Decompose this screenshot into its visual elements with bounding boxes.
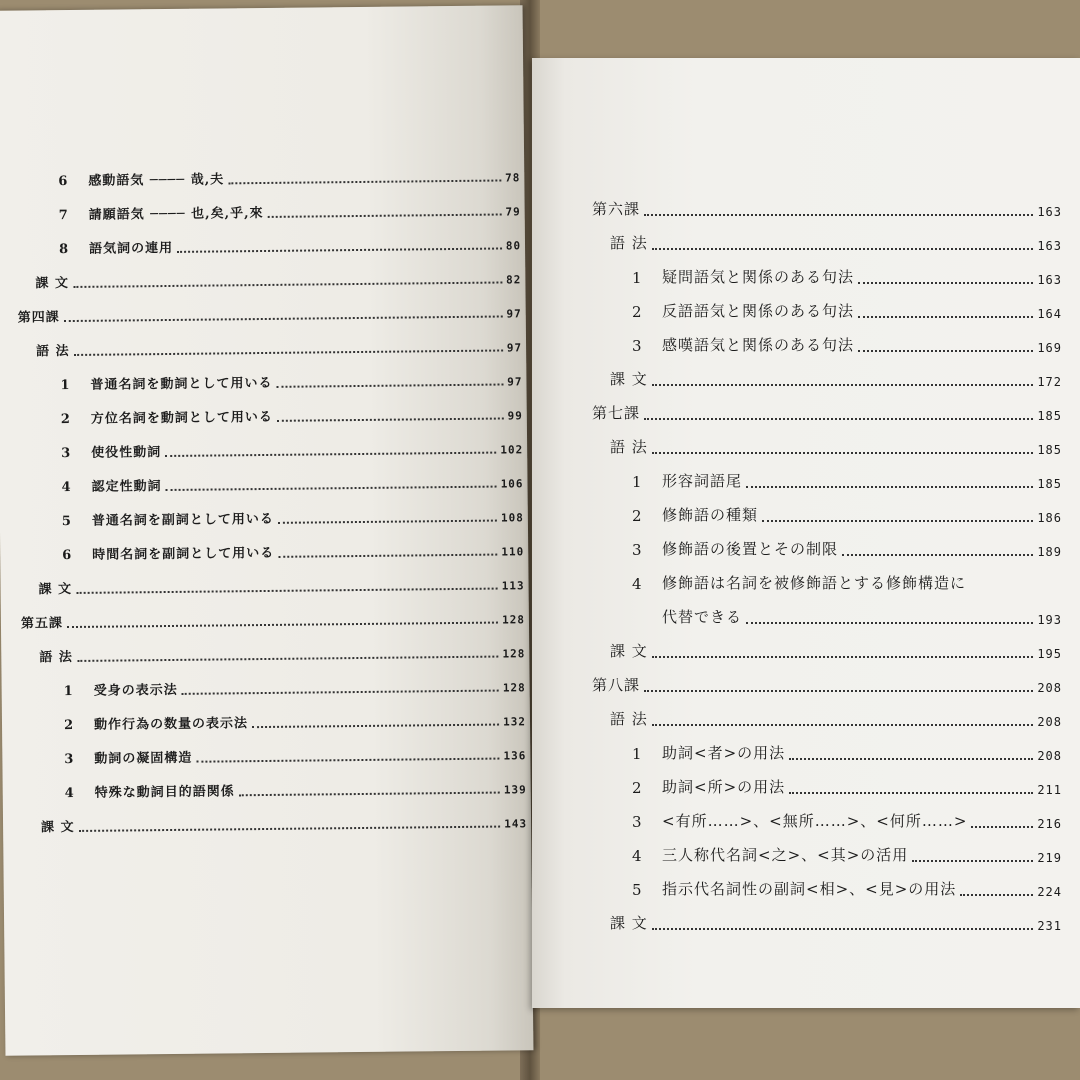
toc-label: 第六課	[592, 200, 641, 218]
toc-label: 普通名詞を副詞として用いる	[91, 511, 274, 529]
toc-page-number: 189	[1037, 545, 1062, 559]
toc-row	[62, 505, 524, 529]
toc-page-number: 106	[500, 477, 524, 491]
toc-row	[64, 709, 526, 733]
leader-dots	[842, 554, 1033, 556]
toc-label: 語 法	[36, 344, 70, 360]
toc-label: 代替できる	[662, 608, 743, 626]
leader-dots	[166, 486, 497, 491]
toc-label: 語 法	[610, 438, 648, 456]
toc-page-number: 128	[502, 681, 526, 695]
toc-label: 課 文	[610, 642, 648, 660]
toc-label: 方位名詞を動詞として用いる	[90, 409, 273, 427]
toc-number: 5	[632, 881, 642, 899]
toc-label: 請願語気 ──── 也,矣,乎,來	[88, 205, 264, 223]
toc-page-number: 208	[1037, 749, 1062, 763]
toc-page-number: 219	[1037, 851, 1062, 865]
leader-dots	[278, 520, 497, 524]
toc-row	[35, 267, 521, 291]
toc-label: 第八課	[592, 676, 641, 694]
toc-row	[632, 844, 1062, 865]
toc-label: 反語語気と関係のある句法	[662, 302, 855, 320]
toc-page-number: 82	[506, 273, 522, 287]
toc-label: 第四課	[17, 310, 60, 326]
toc-row	[61, 471, 523, 495]
toc-page-number: 97	[507, 375, 523, 389]
toc-page-number: 231	[1037, 919, 1062, 933]
toc-page-number: 172	[1037, 375, 1062, 389]
toc-number: 2	[632, 303, 642, 321]
toc-row	[632, 776, 1062, 797]
toc-number: 8	[58, 242, 69, 258]
toc-number: 6	[62, 548, 72, 564]
leader-dots	[239, 792, 500, 797]
toc-label: 普通名詞を動詞として用いる	[90, 375, 273, 393]
toc-label: 時間名詞を副詞として用いる	[92, 545, 275, 563]
toc-number: 1	[63, 684, 73, 700]
leader-dots	[165, 452, 496, 457]
leader-dots	[277, 383, 504, 387]
leader-dots	[858, 350, 1033, 352]
toc-label: 特殊な動詞目的語関係	[94, 784, 235, 801]
toc-label: 認定性動詞	[91, 479, 162, 495]
toc-label: 助詞<所>の用法	[662, 778, 786, 796]
leader-dots	[652, 248, 1034, 250]
leader-dots	[268, 213, 502, 217]
toc-page-number: 143	[504, 817, 528, 831]
leader-dots	[644, 690, 1033, 692]
toc-page-number: 169	[1037, 341, 1062, 355]
toc-number: 4	[61, 480, 71, 496]
leader-dots	[652, 384, 1034, 386]
toc-row	[58, 165, 520, 189]
toc-number: 4	[632, 847, 642, 865]
toc-number: 7	[58, 208, 68, 224]
toc-number: 4	[64, 786, 74, 802]
leader-dots	[177, 247, 502, 252]
toc-number: 2	[63, 718, 74, 734]
toc-page-number: 164	[1037, 307, 1062, 321]
toc-page-number: 78	[505, 171, 521, 185]
toc-page-number: 97	[506, 341, 523, 355]
toc-row	[610, 436, 1062, 457]
toc-page-number: 139	[503, 783, 527, 797]
toc-label: 第五課	[20, 616, 64, 632]
toc-row	[62, 539, 524, 563]
toc-row	[59, 233, 521, 257]
toc-page-number: 208	[1037, 681, 1062, 695]
toc-page-number: 102	[500, 443, 524, 457]
toc-row	[610, 232, 1062, 253]
toc-number: 4	[632, 575, 642, 593]
toc-label: 形容詞語尾	[662, 472, 743, 490]
leader-dots	[858, 282, 1033, 284]
leader-dots	[182, 690, 499, 695]
toc-row	[610, 708, 1062, 729]
toc-label: 語 法	[39, 650, 73, 666]
toc-page-number: 193	[1037, 613, 1062, 627]
toc-label: 感動語気 ──── 哉,夫	[88, 172, 225, 189]
toc-row	[592, 674, 1062, 695]
leader-dots	[76, 588, 498, 594]
toc-row	[632, 742, 1062, 763]
toc-label: 課 文	[41, 819, 75, 836]
toc-row	[632, 266, 1062, 287]
toc-label: 修飾語の後置とその制限	[662, 540, 839, 558]
leader-dots	[64, 315, 503, 322]
toc-label: 課 文	[610, 914, 648, 932]
leader-dots	[79, 826, 501, 832]
toc-page-number: 208	[1037, 715, 1062, 729]
toc-page-number: 128	[502, 613, 526, 627]
toc-row	[38, 573, 524, 597]
toc-row	[610, 912, 1062, 933]
toc-label: 感嘆語気と関係のある句法	[662, 336, 855, 354]
toc-row	[59, 199, 521, 223]
toc-number: 1	[632, 269, 642, 287]
toc-page-number: 128	[502, 647, 526, 661]
toc-row	[61, 437, 523, 461]
toc-row	[41, 811, 527, 835]
leader-dots	[644, 418, 1033, 420]
toc-label: 語 法	[610, 710, 648, 728]
toc-label: 修飾語の種類	[662, 506, 759, 524]
toc-number: 1	[632, 473, 642, 491]
toc-page-number: 108	[500, 511, 524, 525]
toc-label: 語気詞の連用	[88, 240, 174, 257]
leader-dots	[746, 486, 1033, 488]
toc-label: 三人称代名詞<之>、<其>の活用	[662, 846, 909, 864]
toc-number: 2	[632, 507, 642, 525]
leader-dots	[77, 656, 499, 662]
toc-row	[18, 301, 522, 325]
leader-dots	[858, 316, 1033, 318]
toc-page-number: 216	[1037, 817, 1062, 831]
toc-page-number: 136	[503, 749, 527, 763]
leader-dots	[789, 792, 1033, 794]
leader-dots	[74, 349, 503, 355]
toc-row	[632, 300, 1062, 321]
toc-row	[21, 607, 525, 631]
toc-row	[39, 641, 525, 665]
toc-row	[592, 402, 1062, 423]
leader-dots	[912, 860, 1033, 862]
left-toc-list	[0, 5, 528, 836]
toc-label: 指示代名詞性の副詞<相>、<見>の用法	[662, 880, 957, 898]
toc-page-number: 186	[1037, 511, 1062, 525]
toc-page-number: 97	[506, 307, 522, 321]
toc-label: 動詞の凝固構造	[94, 750, 193, 767]
toc-number: 1	[632, 745, 642, 763]
toc-page-number: 195	[1037, 647, 1062, 661]
toc-number: 3	[61, 446, 71, 462]
toc-number: 3	[632, 541, 642, 559]
toc-row	[64, 675, 526, 699]
toc-label: 動作行為の数量の表示法	[93, 716, 249, 733]
leader-dots	[252, 724, 499, 729]
toc-page-number: 99	[507, 409, 523, 423]
toc-label: 使役性動詞	[91, 445, 162, 461]
left-page	[0, 5, 533, 1055]
toc-label: 修飾語は名詞を被修飾語とする修飾構造に	[662, 574, 967, 592]
leader-dots	[762, 520, 1033, 522]
toc-page-number: 224	[1037, 885, 1062, 899]
toc-label: 語 法	[610, 234, 648, 252]
toc-row	[632, 538, 1062, 559]
right-page	[532, 58, 1080, 1008]
toc-page-number: 163	[1037, 205, 1062, 219]
toc-label: 疑問語気と関係のある句法	[662, 268, 855, 286]
toc-row	[610, 368, 1062, 389]
toc-page-number: 185	[1037, 477, 1062, 491]
toc-page-number: 80	[505, 239, 522, 253]
toc-row	[632, 470, 1062, 491]
toc-number: 2	[632, 779, 642, 797]
toc-row	[592, 198, 1062, 219]
toc-page-number: 211	[1037, 783, 1062, 797]
toc-number: 3	[632, 337, 642, 355]
toc-label: 第七課	[592, 404, 641, 422]
leader-dots	[789, 758, 1033, 760]
leader-dots	[960, 894, 1033, 896]
toc-number: 3	[64, 752, 74, 768]
toc-label: 助詞<者>の用法	[662, 744, 786, 762]
leader-dots	[277, 417, 504, 421]
toc-row	[65, 777, 527, 801]
toc-label: 課 文	[610, 370, 648, 388]
toc-label: 課 文	[35, 276, 70, 292]
toc-page-number: 163	[1037, 273, 1062, 287]
toc-page-number: 79	[505, 205, 521, 219]
leader-dots	[652, 656, 1034, 658]
toc-number: 1	[60, 378, 70, 394]
toc-row	[64, 743, 526, 767]
leader-dots	[196, 758, 499, 763]
toc-page-number: 113	[501, 579, 525, 593]
toc-label: 課 文	[38, 582, 73, 598]
leader-dots	[652, 452, 1034, 454]
leader-dots	[228, 179, 501, 184]
toc-page-number: 163	[1037, 239, 1062, 253]
leader-dots	[652, 724, 1034, 726]
toc-page-number: 132	[503, 715, 527, 729]
leader-dots	[746, 622, 1033, 624]
leader-dots	[278, 554, 497, 558]
toc-row	[60, 369, 522, 393]
toc-row	[632, 572, 1062, 593]
toc-number: 3	[632, 813, 642, 831]
leader-dots	[67, 622, 498, 629]
toc-label: <有所……>、<無所……>、<何所……>	[662, 812, 968, 830]
leader-dots	[73, 281, 502, 287]
leader-dots	[652, 928, 1034, 930]
toc-page-number: 110	[501, 545, 525, 559]
toc-row	[61, 403, 523, 427]
toc-label: 受身の表示法	[93, 682, 178, 699]
toc-number: 2	[60, 412, 70, 428]
toc-page-number: 185	[1037, 409, 1062, 423]
toc-number: 5	[61, 514, 72, 530]
toc-row	[632, 334, 1062, 355]
toc-row	[632, 504, 1062, 525]
toc-row	[610, 640, 1062, 661]
leader-dots	[971, 826, 1033, 828]
toc-row	[632, 810, 1062, 831]
toc-row	[36, 335, 522, 359]
toc-page-number: 185	[1037, 443, 1062, 457]
leader-dots	[644, 214, 1033, 216]
toc-row	[662, 606, 1062, 627]
toc-row	[632, 878, 1062, 899]
toc-number: 6	[58, 174, 68, 190]
